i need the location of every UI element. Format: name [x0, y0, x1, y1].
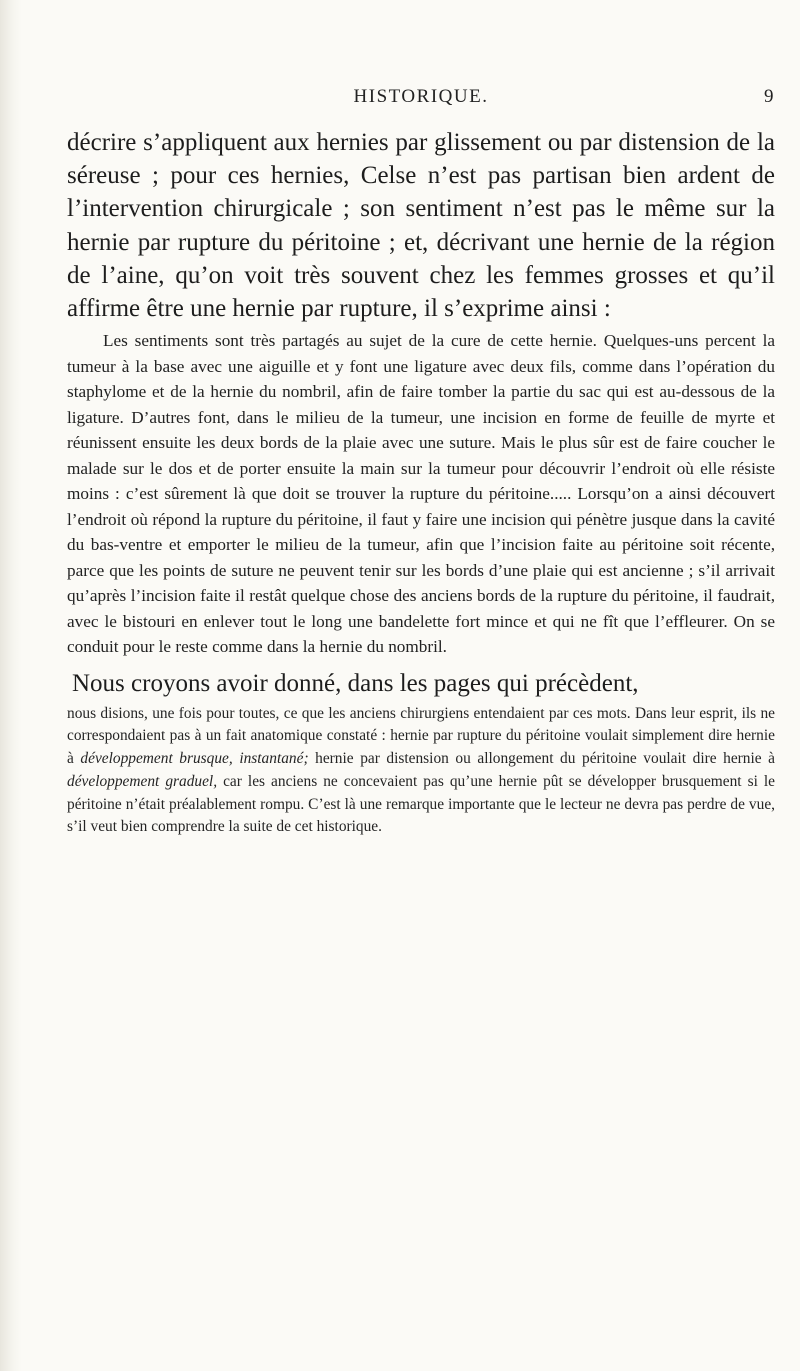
running-head: [67, 86, 775, 110]
note-text-1: nous disions, une fois pour toutes, ce que les anciens chirurgiens entendaient par ces mots. Dans leur esprit, ils ne correspondaient pas à un fait anatomique constaté : hernie par rupture du péritoine voulait simplement dire hernie à: [67, 704, 775, 768]
body-text: [67, 126, 775, 839]
running-title: HISTORIQUE.: [353, 86, 489, 107]
note-text-3: car les anciens ne concevaient pas qu’une hernie pût se développer brusquement si le péritoine n’était préalablement rompu. C’est là une remarque importante que le lecteur ne devra pas perdre de vue, s’il veut bien comprendre la suite de cet historique.: [67, 772, 775, 836]
paragraph-conclusion: Nous croyons avoir donné, dans les pages qui précèdent,: [72, 669, 639, 697]
quoted-passage: Les sentiments sont très partagés au sujet de la cure de cette hernie. Quelques-uns percent la tumeur à la base avec une aiguille et y font une ligature avec deux fils, comme dans l’opération du staphylome et de la hernie du nombril, afin de faire tomber la partie du sac qui est au-dessous de la ligature. D’autres font, dans le milieu de la tumeur, une incision en forme de feuille de myrte et réunissent ensuite les deux bords de la plaie avec une suture. Mais le plus sûr est de faire coucher le malade sur le dos et de porter ensuite la main sur la tumeur pour découvrir l’endroit où elle résiste moins : c’est sûrement là que doit se trouver la rupture du péritoine..... Lorsqu’on a ainsi découvert l’endroit où répond la rupture du péritoine, il faut y faire une incision qui pénètre jusque dans la cavité du bas-ventre et emporter le milieu de la tumeur, afin que l’incision faite au péritoine soit récente, parce que les points de suture ne peuvent tenir sur les bords d’une plaie qui est ancienne ; s’il arrivait qu’après l’incision faite il restât quelque chose des anciens bords de la rupture du péritoine, il faudrait, avec le bistouri en enlever tout le long une bandelette fort mince et qui ne fît que l’effleurer. On se conduit pour le reste comme dans la hernie du nombril.: [67, 331, 775, 657]
note-italic-1: développement brusque, instantané;: [80, 750, 309, 768]
note-italic-2: développement graduel,: [67, 772, 218, 790]
note-text-2: hernie par distension ou allongement du péritoine voulait dire hernie à: [308, 750, 775, 768]
paragraph-note: [67, 703, 775, 839]
page-number: 9: [764, 86, 775, 107]
paragraph-main: décrire s’appliquent aux hernies par glissement ou par distension de la séreuse ; pour ces hernies, Celse n’est pas partisan bien ardent de l’intervention chirurgicale ; son sentiment n’est pas le même sur la hernie par rupture du péritoine ; et, décrivant une hernie de la région de l’aine, qu’on voit très souvent chez les femmes grosses et qu’il affirme être une hernie par rupture, il s’exprime ainsi :: [67, 129, 775, 323]
